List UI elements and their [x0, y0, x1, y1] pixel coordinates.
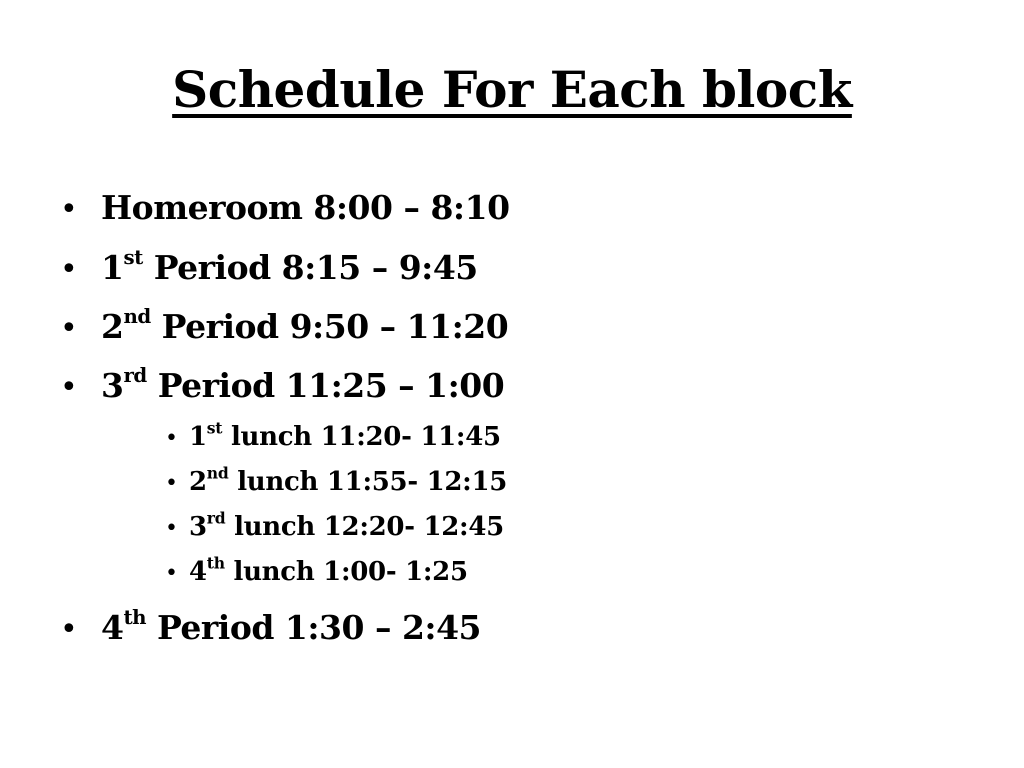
item-number: 1: [189, 422, 207, 452]
item-ordinal-suffix: rd: [206, 508, 226, 528]
item-text: lunch 11:55- 12:15: [228, 467, 508, 497]
item-ordinal-suffix: th: [123, 605, 146, 630]
item-text: Period 11:25 – 1:00: [146, 366, 505, 405]
item-text: Period 8:15 – 9:45: [142, 248, 478, 287]
item-text: lunch 11:20- 11:45: [222, 422, 501, 452]
list-item-period-2: [60, 304, 509, 346]
list-item-lunch-1: [165, 418, 501, 452]
item-number: 3: [101, 366, 124, 405]
list-item-period-1: [60, 245, 478, 287]
item-text: Homeroom 8:00 – 8:10: [101, 188, 510, 227]
item-ordinal-suffix: rd: [123, 363, 147, 388]
item-number: 2: [189, 467, 207, 497]
item-text: Period 9:50 – 11:20: [150, 307, 509, 346]
bullet-glyph: •: [60, 311, 78, 346]
bullet-glyph: •: [60, 252, 78, 287]
list-item-homeroom: [60, 188, 510, 227]
item-ordinal-suffix: nd: [206, 463, 229, 483]
list-item-period-4: [60, 605, 482, 647]
item-ordinal-suffix: nd: [123, 304, 151, 329]
bullet-glyph: •: [165, 471, 178, 496]
bullet-glyph: •: [60, 370, 78, 405]
item-number: 4: [101, 608, 124, 647]
item-ordinal-suffix: st: [123, 245, 143, 270]
list-item-lunch-3: [165, 508, 504, 542]
item-text: lunch 12:20- 12:45: [225, 512, 504, 542]
item-number: 2: [101, 307, 124, 346]
item-ordinal-suffix: st: [206, 418, 223, 438]
item-text: lunch 1:00- 1:25: [224, 557, 468, 587]
item-number: 3: [189, 512, 207, 542]
list-item-lunch-2: [165, 463, 508, 497]
bullet-glyph: •: [165, 426, 178, 451]
bullet-glyph: •: [60, 612, 78, 647]
bullet-glyph: •: [60, 192, 78, 227]
item-number: 1: [101, 248, 124, 287]
schedule-list: [60, 0, 1000, 768]
bullet-glyph: •: [165, 561, 178, 586]
bullet-glyph: •: [165, 516, 178, 541]
item-ordinal-suffix: th: [206, 553, 225, 573]
item-text: Period 1:30 – 2:45: [146, 608, 482, 647]
item-number: 4: [189, 557, 207, 587]
list-item-lunch-4: [165, 553, 468, 587]
list-item-period-3: [60, 363, 505, 405]
slide-title-text: Schedule For Each block: [172, 60, 852, 119]
